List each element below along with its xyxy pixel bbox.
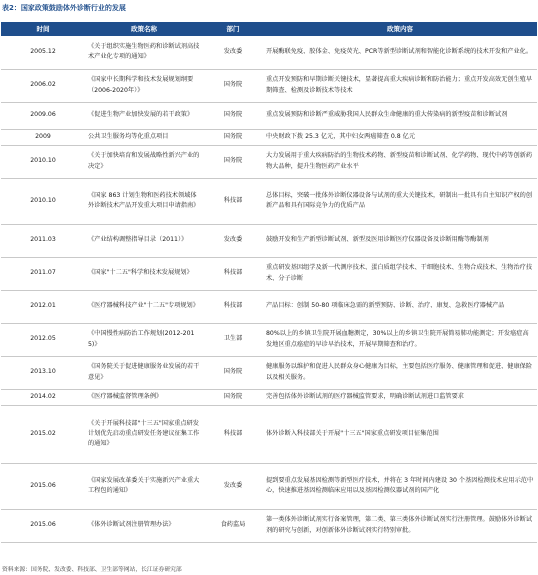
table-row (1, 509, 537, 542)
cell-policy-name: 《关于加快培育和发展战略性新兴产业的决定》 (85, 145, 203, 178)
cell-department: 国务院 (203, 389, 263, 405)
cell-time: 2005.12 (1, 36, 85, 69)
cell-time: 2012.01 (1, 290, 85, 323)
cell-content: 开展酶联免疫、胶体金、免疫荧光、PCR等新型诊断试剂和智能化诊断系统的技术开发和产业化。 (263, 36, 537, 69)
cell-content: 重点研发基因组学及新一代测序技术、蛋白质组学技术、干细胞技术、生物合成技术、生物治疗技术、分子诊断 (263, 257, 537, 290)
cell-policy-name: 《体外诊断试剂注册管理办法》 (85, 509, 203, 542)
cell-policy-name: 《促进生物产业加快发展的若干政策》 (85, 102, 203, 129)
cell-time: 2009.06 (1, 102, 85, 129)
cell-policy-name: 《中国慢性病防治工作规划(2012-2015)》 (85, 323, 203, 356)
cell-content: 完善包括体外诊断试剂的医疗器械监管要求，明确诊断试剂进口监管要求 (263, 389, 537, 405)
table-row (1, 145, 537, 178)
cell-content: 体外诊断入科技部关于开展"十三五"国家重点研发项目征集范围 (263, 405, 537, 463)
header-policy-name: 政策名称 (85, 22, 203, 36)
cell-department: 科技部 (203, 257, 263, 290)
cell-department: 国务院 (203, 145, 263, 178)
cell-content: 鼓励开发和生产新型诊断试剂、新型及医用诊断医疗仪器设备及诊断用酶等酶制剂 (263, 224, 537, 257)
cell-department: 科技部 (203, 178, 263, 224)
cell-time: 2014.02 (1, 389, 85, 405)
cell-policy-name: 《国务院关于促进健康服务业发展的若干意见》 (85, 356, 203, 389)
cell-content: 80%以上的乡镇卫生院开展血糖测定，30%以上的乡镇卫生院开展简易肺功能测定；开发癌症高发地区重点癌症的早诊早治技术，开展早期筛查和治疗。 (263, 323, 537, 356)
cell-department: 国务院 (203, 129, 263, 145)
table-row (1, 178, 537, 224)
cell-content: 产品目标：创制 50-80 项临床急需的新型预防、诊断、治疗、康复、急救医疗器械产品 (263, 290, 537, 323)
cell-content: 中央财政下拨 25.3 亿元，其中妇女两癌筛查 0.8 亿元 (263, 129, 537, 145)
table-caption: 表2：国家政策鼓励体外诊断行业的发展 (2, 4, 126, 12)
table-row (1, 36, 537, 69)
cell-content: 重点发展预防和诊断严重威胁我国人民群众生命健康的重大传染病的新型疫苗和诊断试剂 (263, 102, 537, 129)
cell-policy-name: 《国家中长期科学和技术发展规划纲要（2006-2020年）》 (85, 69, 203, 102)
cell-department: 发改委 (203, 36, 263, 69)
table-row (1, 463, 537, 509)
table-header-row (1, 22, 537, 36)
table-body (1, 36, 537, 542)
table-row (1, 405, 537, 463)
policy-table (1, 22, 537, 543)
cell-policy-name: 《关于组织实施生物医药和诊断试剂高技术产业化专项的通知》 (85, 36, 203, 69)
cell-department: 食药监局 (203, 509, 263, 542)
cell-time: 2015.06 (1, 509, 85, 542)
cell-content: 提到要重点发展基因检测等新型医疗技术，并将在 3 年时间内建设 30 个基因检测技术应用示范中心，快速推进基因检测临床应用以及基因检测仪器试剂的国产化 (263, 463, 537, 509)
table-row (1, 290, 537, 323)
table-row (1, 224, 537, 257)
table-row (1, 69, 537, 102)
cell-department: 发改委 (203, 224, 263, 257)
cell-time: 2015.06 (1, 463, 85, 509)
table-row (1, 323, 537, 356)
cell-time: 2006.02 (1, 69, 85, 102)
cell-policy-name: 《国家 863 计划生物和医药技术领域体外诊断技术产品开发重大项目申请指南》 (85, 178, 203, 224)
cell-time: 2009 (1, 129, 85, 145)
source-note: 资料来源：国务院、发改委、科技部、卫生部等网站，长江证券研究部 (2, 567, 182, 573)
header-department: 部门 (203, 22, 263, 36)
cell-time: 2010.10 (1, 178, 85, 224)
cell-department: 科技部 (203, 290, 263, 323)
cell-policy-name: 《医疗器械科技产业"十二五"专项规划》 (85, 290, 203, 323)
cell-policy-name: 《产业结构调整指导目录（2011）》 (85, 224, 203, 257)
cell-content: 大力发展用于重大疾病防治的生物技术药物、新型疫苗和诊断试剂、化学药物、现代中药等创新药物大品种，提升生物医药产业水平 (263, 145, 537, 178)
cell-policy-name: 公共卫生服务均等化重点项目 (85, 129, 203, 145)
cell-time: 2013.10 (1, 356, 85, 389)
cell-department: 国务院 (203, 102, 263, 129)
cell-department: 科技部 (203, 405, 263, 463)
table-row (1, 257, 537, 290)
header-content: 政策内容 (263, 22, 537, 36)
cell-content: 健康服务以维护和促进人民群众身心健康为目标，主要包括医疗服务、健康管理和促进、健康保险以及相关服务。 (263, 356, 537, 389)
cell-department: 国务院 (203, 69, 263, 102)
cell-department: 国务院 (203, 356, 263, 389)
cell-policy-name: 《医疗器械监督管理条例》 (85, 389, 203, 405)
table-row (1, 129, 537, 145)
table-row (1, 356, 537, 389)
cell-time: 2010.10 (1, 145, 85, 178)
cell-policy-name: 《国家发展改革委关于实施新兴产业重大工程包的通知》 (85, 463, 203, 509)
cell-time: 2011.03 (1, 224, 85, 257)
cell-content: 第一类体外诊断试剂实行备案管理，第二类、第三类体外诊断试剂实行注册管理。鼓励体外诊断试剂的研究与创新，对创新体外诊断试剂实行特别审批。 (263, 509, 537, 542)
cell-time: 2012.05 (1, 323, 85, 356)
table-row (1, 102, 537, 129)
cell-department: 卫生部 (203, 323, 263, 356)
cell-department: 发改委 (203, 463, 263, 509)
table-row (1, 389, 537, 405)
cell-content: 总体目标，突破一批体外诊断仪器设备与试剂的重大关键技术，研制出一批具有自主知识产权的创新产品和具有国际竞争力的优质产品 (263, 178, 537, 224)
cell-time: 2011.07 (1, 257, 85, 290)
cell-policy-name: 《关于开展科技部"十三五"国家重点研发计划优先启动重点研发任务建议征集工作的通知》 (85, 405, 203, 463)
cell-policy-name: 《国家"十二五"科学和技术发展规划》 (85, 257, 203, 290)
cell-content: 重点开发预防和早期诊断关键技术，显著提高重大疾病诊断和防治能力；重点开发高效无创生殖早期筛查、检测及诊断技术等技术 (263, 69, 537, 102)
cell-time: 2015.02 (1, 405, 85, 463)
header-time: 时间 (1, 22, 85, 36)
